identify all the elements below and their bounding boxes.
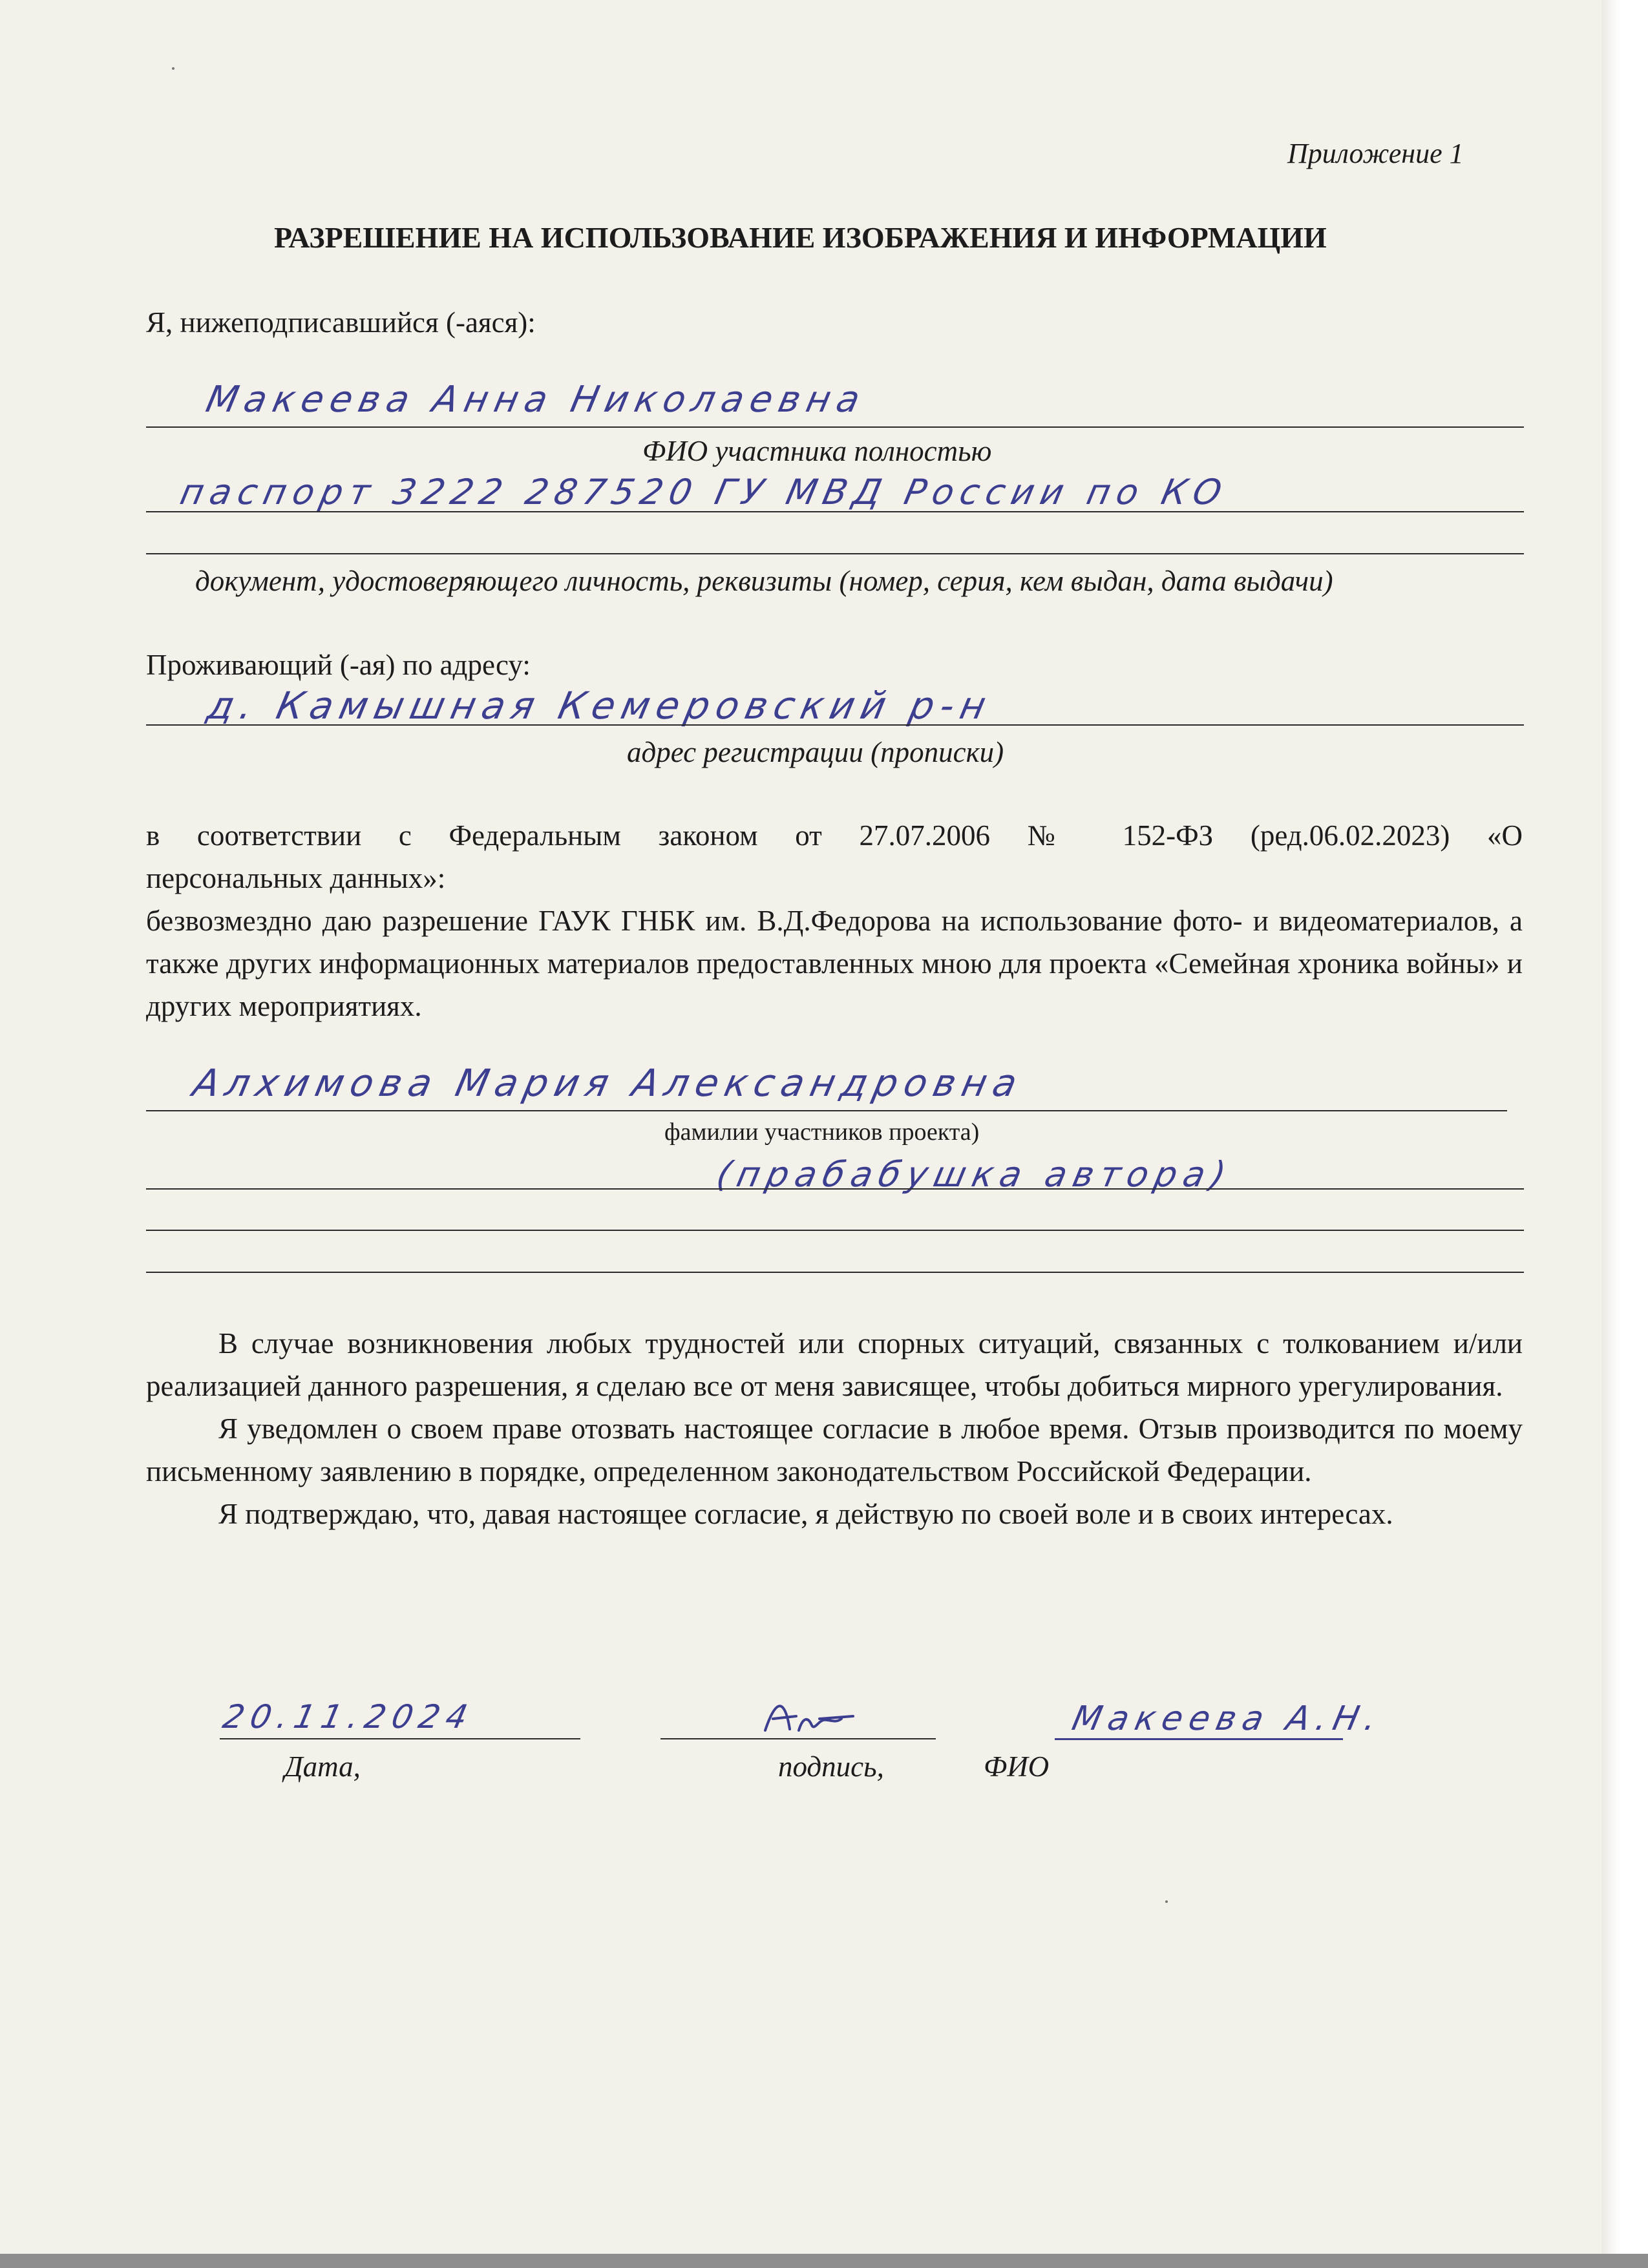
fullname-caption: ФИО участника полностью: [642, 435, 992, 467]
document-handwritten: паспорт 3222 287520 ГУ МВД России по КО: [176, 472, 1232, 512]
law-reference: [146, 814, 1523, 1027]
participant-line-4: [146, 1272, 1524, 1273]
grant-text: безвозмездно даю разрешение ГАУК ГНБК им. В.Д.Федорова на использование фото- и видеоматериалов, а также других информационных материалов предоставленных мною для проекта «Семейная хроника войны» и других мероприятиях.: [146, 905, 1523, 1022]
participant-note-handwritten: (прабабушка автора): [713, 1154, 1236, 1195]
law-line-2: персональных данных»:: [146, 862, 446, 894]
clause-1: В случае возникновения любых трудностей или спорных ситуаций, связанных с толкованием и/или реализацией данного разрешения, я сделаю все от меня зависящее, чтобы добиться мирного урегулирования.: [146, 1327, 1523, 1402]
scan-speck: [172, 67, 174, 70]
scan-edge-bottom: [0, 2254, 1648, 2268]
address-caption: адрес регистрации (прописки): [627, 736, 1004, 768]
participant-line-2: [146, 1188, 1524, 1190]
clauses-block: [146, 1322, 1523, 1535]
date-line: [220, 1738, 580, 1739]
fio-underline-handwritten: [1055, 1738, 1343, 1740]
signature-label: подпись,: [778, 1750, 884, 1783]
participant-line: [146, 1110, 1507, 1111]
fio-handwritten: Макеева А.Н.: [1068, 1699, 1387, 1738]
participant-handwritten: Алхимова Мария Александровна: [189, 1061, 1028, 1105]
document-caption: документ, удостоверяющего личность, реквизиты (номер, серия, кем выдан, дата выдачи): [195, 565, 1333, 597]
document-line-2: [146, 553, 1524, 554]
participant-caption: фамилии участников проекта): [664, 1118, 980, 1146]
address-handwritten: д. Камышная Кемеровский р-н: [203, 684, 997, 728]
document-title: РАЗРЕШЕНИЕ НА ИСПОЛЬЗОВАНИЕ ИЗОБРАЖЕНИЯ И ИНФОРМАЦИИ: [274, 221, 1327, 254]
signature-line: [660, 1738, 936, 1739]
address-line: [146, 724, 1524, 726]
scan-speck: [1165, 1900, 1168, 1903]
fullname-line: [146, 426, 1524, 428]
clause-2: Я уведомлен о своем праве отозвать настоящее согласие в любое время. Отзыв производится по моему письменному заявлению в порядке, определенном законодательством Российской Федерации.: [146, 1412, 1523, 1487]
signature-scribble: [756, 1693, 866, 1738]
fio-label: ФИО: [984, 1750, 1050, 1783]
date-label: Дата,: [284, 1750, 361, 1783]
clause-3: Я подтверждаю, что, давая настоящее согласие, я действую по своей воле и в своих интересах.: [218, 1498, 1393, 1530]
document-line-1: [146, 511, 1524, 512]
fullname-handwritten: Макеева Анна Николаевна: [202, 379, 871, 421]
appendix-label: Приложение 1: [1287, 138, 1464, 169]
undersigned-label: Я, нижеподписавшийся (-аяся):: [146, 306, 536, 339]
law-line-1: в соответствии с Федеральным законом от 27.07.2006 № 152-ФЗ (ред.06.02.2023) «О: [146, 819, 1523, 852]
address-label: Проживающий (-ая) по адресу:: [146, 649, 531, 681]
scan-edge-right: [1601, 0, 1648, 2268]
participant-line-3: [146, 1230, 1524, 1231]
date-handwritten: 20.11.2024: [219, 1698, 478, 1736]
